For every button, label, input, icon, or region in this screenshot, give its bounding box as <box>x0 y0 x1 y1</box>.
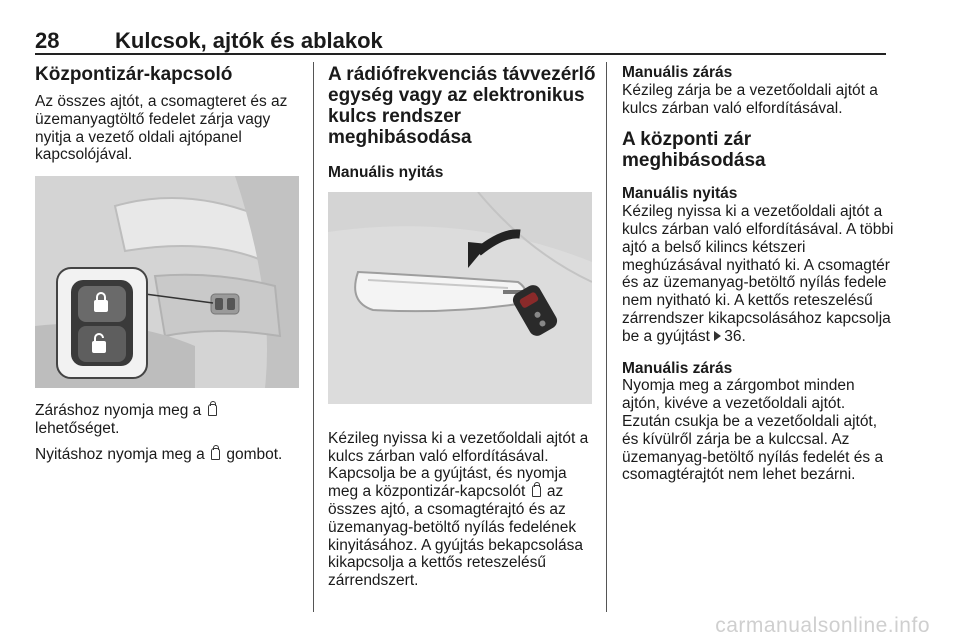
manual-unlock-paragraph-2: Kézileg nyissa ki a vezetőoldali ajtót a kulcs zárban való elfordításával. A többi ajtó a belső kilincs kétszeri meghúzásával nyitható ki. A csomagtér és az üzemanyag-betöltő nyílás fedele nem nyitható ki. A kettős reteszelésű zárrendszer kikapcsolásához kapcsolja be a gyújtást 36. <box>622 203 894 345</box>
subheading-manual-lock-2: Manuális zárás <box>622 359 733 377</box>
lock-instruction: Záráshoz nyomja meg a lehetőséget. <box>35 402 310 438</box>
column-divider-2 <box>606 62 607 612</box>
column-3 <box>622 64 894 492</box>
intro-paragraph: Az összes ajtót, a csomagteret és az üzemanyagtöltő fedelet zárja vagy nyitja a vezető oldali ajtópanel kapcsolójával. <box>35 93 288 164</box>
unlock-icon <box>211 448 220 460</box>
lock-icon <box>208 404 217 416</box>
manual-lock-paragraph-1: Kézileg zárja be a vezetőoldali ajtót a kulcs zárban való elfordításával. <box>622 81 878 117</box>
subheading-manual-unlock: Manuális nyitás <box>328 164 444 181</box>
watermark: carmanualsonline.info <box>715 614 930 637</box>
subheading-manual-unlock-2: Manuális nyitás <box>622 185 738 203</box>
column-2 <box>328 64 596 598</box>
manual-lock-paragraph-2: Nyomja meg a zárgombot minden ajtón, kivéve a vezetőoldali ajtót. Ezután csukja be a vezetőoldali ajtót, és kívülről zárja be a kulccsal. Az üzemanyag-betöltő nyílás fedelét és a csomagtérajtót nem lehet bezárni. <box>622 377 884 484</box>
manual-unlock-paragraph: Kézileg nyissa ki a vezetőoldali ajtót a kulcs zárban való elfordításával. Kapcsolja be a gyújtást, és nyomja meg a központizár-kapcsolót az összes ajtó, a csomagtérajtó és az üzemanyag-betöltő nyílás fedelének kinyitásához. A gyújtás bekapcsolása kikapcsolja a kettős reteszelésű zárrendszert. <box>328 429 589 590</box>
section-heading-central-lock-failure: A központi zár meghibásodása <box>622 129 766 172</box>
door-handle-key-illustration <box>328 192 592 404</box>
subheading-manual-lock-1: Manuális zárás <box>622 64 733 81</box>
column-divider-1 <box>313 62 314 612</box>
page-reference-arrow-icon <box>714 331 721 341</box>
section-heading-central-lock-switch: Központizár-kapcsoló <box>35 64 233 85</box>
column-1 <box>35 64 310 472</box>
unlock-instruction: Nyitáshoz nyomja meg a gombot. <box>35 445 283 463</box>
header-rule <box>35 53 886 55</box>
section-heading-remote-failure: A rádiófrekvenciás távvezérlő egység vagy az elektronikus kulcs rendszer meghibásodása <box>328 64 596 148</box>
unlock-icon <box>532 485 541 497</box>
page-number: 28 <box>35 28 60 53</box>
page-title: Kulcsok, ajtók és ablakok <box>115 28 383 53</box>
page-header <box>35 28 885 52</box>
door-panel-illustration <box>35 176 299 388</box>
